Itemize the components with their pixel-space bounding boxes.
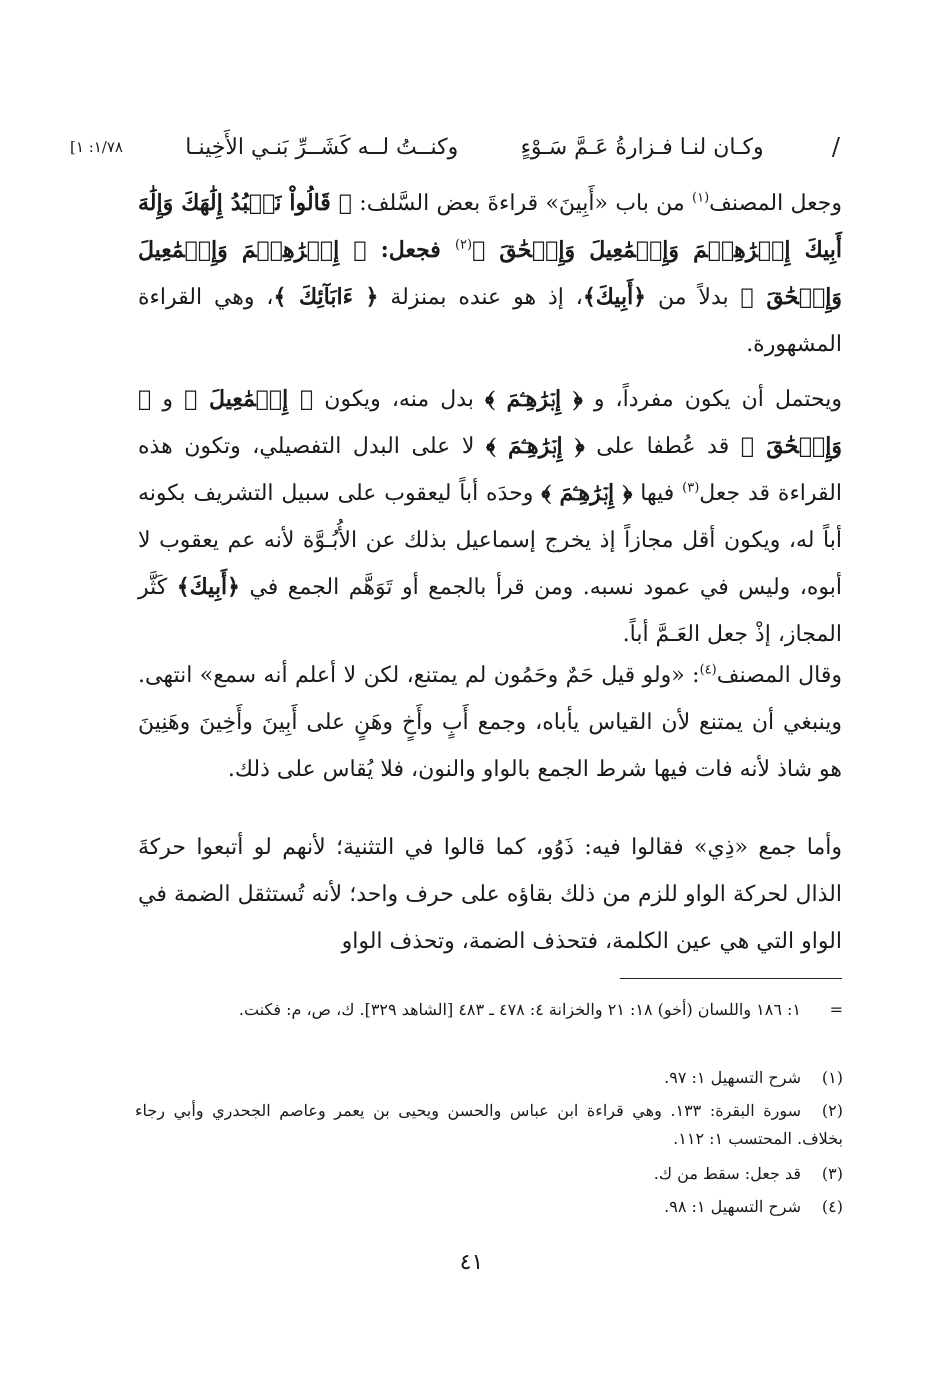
quran-quote: ﴿ إِبۡرَٰهِـۧمَ ﴾ (485, 386, 583, 412)
footnote-text: شرح التسهيل ١: ٩٧. (664, 1068, 801, 1087)
verse-slash: / (831, 133, 840, 161)
text: و (151, 387, 185, 412)
footnote-text: قد جعل: سقط من ك. (653, 1164, 801, 1183)
page-number: ٤١ (459, 1250, 484, 1275)
quran-quote: ﴿ إِبۡرَٰهِـۧمَ ﴾ (541, 480, 633, 506)
text: من باب «أَبِينَ» قراءةَ بعض السَّلف: (351, 191, 693, 216)
footnote-number: (٢) (821, 1101, 844, 1120)
paragraph-3 (138, 652, 842, 793)
text: وقال المصنف (716, 663, 842, 688)
footnote-text: ١: ١٨٦ واللسان (أخو) ١٨: ٢١ والخزانة ٤: ٤٧٨ ـ ٤٨٣ [الشاهد ٣٢٩]. ك، ص، م: فكنت. (238, 1000, 801, 1019)
quran-quote: ﴿ قَالُواْ نَعۡبُدُ إِلَٰهَكَ وَإِلَٰهَ أَبِيكَ إِبۡرَٰهِـۧمَ وَإِسۡمَٰعِيلَ وَإِسۡحَٰقَ ﴾ (138, 190, 842, 263)
footnote-separator (620, 978, 842, 979)
quran-quote: ﴿ إِبۡرَٰهِـۧمَ ﴾ (485, 433, 585, 459)
footnote-number: (٣) (821, 1164, 843, 1183)
verse-reference: [١/٧٨: ١ (70, 138, 123, 156)
footnote-continuation (135, 996, 843, 1024)
footnote-2 (135, 1097, 843, 1153)
text: كَثَّر المجاز، إذْ جعل العَـمَّ أباً. (138, 575, 842, 647)
paragraph-4: وأما جمع «ذِي» فقالوا فيه: ذَوُو، كما قالوا في التثنية؛ لأنهم لو أتبعوا حركةَ الذال لحركة الواو للزم من ذلك بقاؤه على حرف واحد؛ لأنه تُستثقل الضمة في الواو التي هي عين الكلمة، فتحذف الضمة، وتحذف الواو (138, 835, 842, 954)
text: ، إذ هو عنده بمنزلة (378, 285, 583, 310)
text: بدل منه، ويكون (313, 387, 486, 412)
footnote-1 (135, 1064, 843, 1092)
footnote-text: شرح التسهيل ١: ٩٨. (664, 1197, 801, 1216)
footnote-number: (١) (821, 1068, 843, 1087)
footnote-ref-3: (٣) (682, 480, 700, 496)
footnote-ref-4: (٤) (699, 662, 717, 678)
quran-quote: ﴿أَبِيكَ﴾ (582, 284, 647, 310)
quran-quote: ﴿أَبِيكَ﴾ (176, 574, 240, 600)
paragraph-2 (138, 376, 842, 658)
text: فيها (632, 481, 683, 506)
quran-quote: ﴿ إِبۡرَٰهِـۧمَ وَإِسۡمَٰعِيلَ وَإِسۡحَٰقَ ﴾ (138, 237, 843, 310)
continuation-mark: = (829, 1000, 843, 1019)
text: بدلاً من (646, 285, 741, 310)
footnote-ref-2: (٢) (454, 237, 473, 253)
quran-quote: ﴿ إِسۡمَٰعِيلَ ﴾ (184, 386, 314, 412)
text: لا على البدل التفصيلي، وتكون هذه القراءة قد جعل (138, 434, 842, 506)
footnote-text: سورة البقرة: ١٣٣. وهي قراءة ابن عباس والحسن ويحيى بن يعمر وعاصم الجحدري وأبي رجاء بخلاف. المحتسب ١: ١١٢. (135, 1101, 843, 1148)
text: وحدَه أباً ليعقوب على سبيل التشريف بكونه أباً له، ويكون أقل مجازاً إذ يخرج إسماعيل بذلك عن الأُبُـوَّة لأنه عم يعقوب لا أبوه، وليس في عمود نسبه. ومن قرأ بالجمع أو تَوَهَّم الجمع في (138, 481, 842, 600)
verse-hemistich-second: وكنــتُ لــه كَشَــرِّ بَنـي الأَخِينـا (185, 134, 459, 160)
paragraph-1 (138, 180, 842, 368)
quran-quote: ﴿ ءَابَآئِكَ ﴾ (273, 284, 379, 310)
footnote-3 (135, 1160, 843, 1188)
text: وجعل المصنف (709, 191, 842, 216)
text: ، وهي القراءة المشهورة. (138, 285, 842, 357)
poetry-verse (70, 127, 840, 167)
verse-hemistich-first: وكـان لنـا فـزارةُ عَـمَّ سَـوْءٍ (520, 134, 764, 160)
footnote-4 (135, 1193, 843, 1221)
text: : «ولو قيل حَمٌ وحَمُون لم يمتنع، لكن لا أعلم أنه سمع» انتهى. وينبغي أن يمتنع لأن القياس يأباه، وجمع أَبٍ وأَخٍ وهَنٍ على أَبِينَ وأَخِينَ وهَنِينَ هو شاذ لأنه فات فيها شرط الجمع بالواو والنون، فلا يُقاس على ذلك. (138, 663, 842, 782)
footnote-number: (٤) (821, 1197, 843, 1216)
text: فجعل: (366, 237, 455, 263)
quran-quote: ﴿ وَإِسۡحَٰقَ ﴾ (138, 386, 842, 459)
footnote-ref-1: (١) (692, 190, 710, 206)
text: قد عُطفا على (584, 434, 741, 459)
text: ويحتمل أن يكون مفرداً، و (582, 387, 842, 412)
